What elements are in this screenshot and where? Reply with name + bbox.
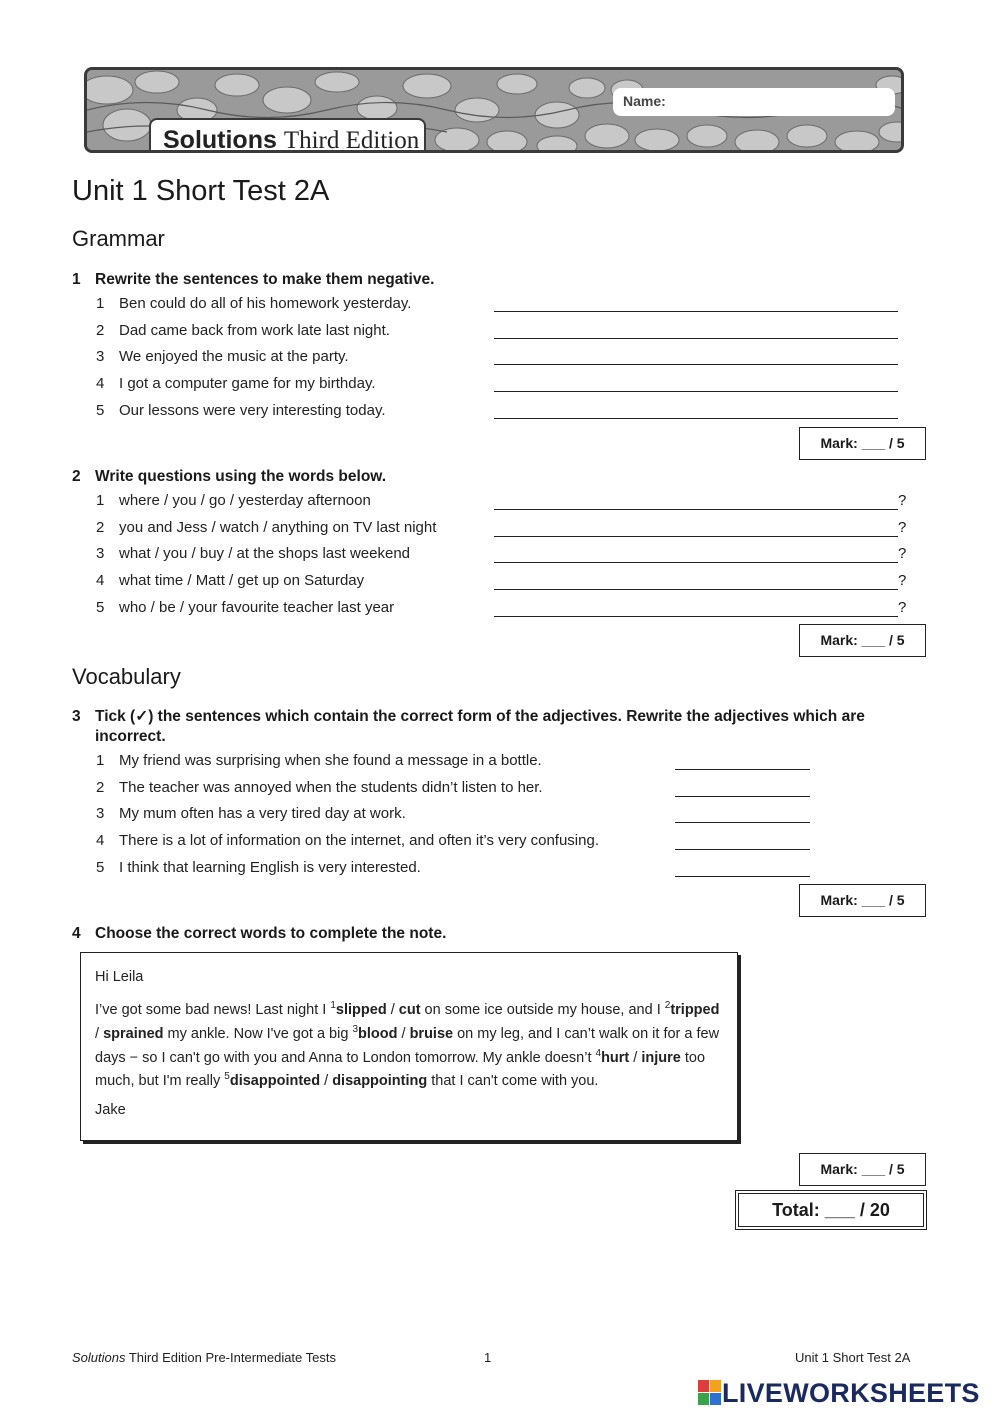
q3-item [96,859,421,876]
q3-item-num: 3 [96,805,105,822]
q3-mark-box: Mark: ___ / 5 [799,884,926,917]
note-text: that I can't come with you. [427,1073,599,1090]
note-text: on my leg, and I can’t walk on it for a few days − so I can't go with you and Anna to London tomorrow. My ankle doesn’t [95,1025,720,1066]
q1-answer-line[interactable] [494,418,898,419]
option-tripped[interactable]: tripped [670,1001,720,1018]
q2-heading [72,467,922,487]
q2-question-mark: ? [898,572,907,589]
q2-item [96,492,371,509]
q1-item [96,402,386,419]
q4-instruction: Choose the correct words to complete the note. [95,925,447,942]
note-body [95,996,723,1091]
q1-answer-line[interactable] [494,364,898,365]
q3-answer-line[interactable] [675,849,810,850]
q1-item [96,348,349,365]
q4-heading [72,924,922,944]
q3-item-num: 5 [96,859,105,876]
note-greeting: Hi Leila [95,969,144,985]
q2-answer-line[interactable] [494,589,898,590]
option-bruise[interactable]: bruise [409,1025,454,1042]
q2-item-num: 4 [96,572,105,589]
q2-mark-box: Mark: ___ / 5 [799,624,926,657]
q1-item-num: 3 [96,348,105,365]
q1-item-num: 5 [96,402,105,419]
q1-item-num: 2 [96,322,105,339]
q1-answer-line[interactable] [494,338,898,339]
note-text: I’ve got some bad news! Last night I [95,1001,331,1018]
q3-item-text: My friend was surprising when she found a message in a bottle. [119,752,542,769]
footer-left-text: Third Edition Pre-Intermediate Tests [125,1350,336,1365]
note-text: on some ice outside my house, and I [420,1001,665,1018]
q3-item [96,752,542,769]
q2-item [96,519,436,536]
q1-item [96,295,411,312]
option-separator: / [629,1049,642,1066]
q1-instruction: Rewrite the sentences to make them negative. [95,271,435,288]
q4-mark-box: Mark: ___ / 5 [799,1153,926,1186]
q3-item-text: The teacher was annoyed when the students didn’t listen to her. [119,779,543,796]
q1-mark-box: Mark: ___ / 5 [799,427,926,460]
q1-answer-line[interactable] [494,391,898,392]
q2-item-num: 1 [96,492,105,509]
q2-item [96,545,410,562]
footer-left [72,1350,336,1365]
q4-number: 4 [72,925,81,942]
q2-item-num: 3 [96,545,105,562]
gap-number: 4 [595,1047,602,1059]
gap-number: 2 [664,1000,671,1011]
option-separator: / [397,1025,410,1042]
q2-item-text: you and Jess / watch / anything on TV last night [119,519,437,536]
q3-item-num: 2 [96,779,105,796]
option-separator: / [95,1025,104,1042]
option-disappointed[interactable]: disappointed [229,1073,321,1090]
q1-item-text: I got a computer game for my birthday. [119,375,376,392]
q2-item-text: who / be / your favourite teacher last year [119,599,395,616]
q1-answer-line[interactable] [494,311,898,312]
q1-item-text: Our lessons were very interesting today. [119,402,386,419]
note-text: my ankle. Now I've got a big [163,1025,353,1042]
q3-answer-line[interactable] [675,822,810,823]
q3-item-num: 4 [96,832,105,849]
section-vocabulary: Vocabulary [72,664,181,689]
option-separator: / [386,1001,399,1018]
q2-item [96,572,364,589]
option-separator: / [320,1073,333,1090]
q1-number: 1 [72,271,81,288]
q3-answer-line[interactable] [675,876,810,877]
q2-item-text: what time / Matt / get up on Saturday [119,572,365,589]
q2-question-mark: ? [898,519,907,536]
q1-item [96,322,390,339]
q2-item-text: what / you / buy / at the shops last weekend [119,545,411,562]
q1-item [96,375,376,392]
q3-item-num: 1 [96,752,105,769]
q3-instruction: Tick (✓) the sentences which contain the correct form of the adjectives. Rewrite the adjectives which are incorrect. [95,708,865,745]
q1-item-text: Ben could do all of his homework yesterday. [119,295,412,312]
q1-item-num: 1 [96,295,105,312]
q3-heading [72,707,922,747]
q2-answer-line[interactable] [494,616,898,617]
q1-item-num: 4 [96,375,105,392]
footer-italic: Solutions [72,1350,126,1365]
option-slipped[interactable]: slipped [335,1001,387,1018]
q3-answer-line[interactable] [675,769,810,770]
q2-item [96,599,394,616]
q3-item-text: There is a lot of information on the internet, and often it’s very confusing. [119,832,599,849]
q2-answer-line[interactable] [494,536,898,537]
option-blood[interactable]: blood [358,1025,398,1042]
gap-number: 3 [352,1023,359,1035]
q2-question-mark: ? [898,492,907,509]
q3-item-text: I think that learning English is very interested. [119,859,421,876]
brand-logo [149,118,426,153]
q2-instruction: Write questions using the words below. [95,468,387,485]
q3-item [96,805,406,822]
brand-bold: Solutions [163,126,277,153]
liveworksheets-watermark: LIVEWORKSHEETS [722,1378,980,1408]
header-banner [84,67,904,153]
q2-item-num: 5 [96,599,105,616]
note-signoff: Jake [95,1102,126,1119]
note-text: too much, but I'm really [95,1049,706,1090]
q3-item [96,832,599,849]
q2-item-num: 2 [96,519,105,536]
q2-item-text: where / you / go / yesterday afternoon [119,492,371,509]
q2-answer-line[interactable] [494,562,898,563]
name-field-label: Name: [613,88,895,116]
q1-item-text: Dad came back from work late last night. [119,322,390,339]
option-hurt[interactable]: hurt [601,1049,630,1066]
q3-item [96,779,543,796]
gap-number: 1 [330,1000,336,1011]
q1-heading [72,270,922,290]
option-cut[interactable]: cut [398,1001,421,1018]
total-box: Total: ___ / 20 [735,1190,927,1230]
q1-item-text: We enjoyed the music at the party. [119,348,349,365]
footer-right: Unit 1 Short Test 2A [795,1350,911,1365]
q3-item-text: My mum often has a very tired day at work. [119,805,406,822]
brand-rest: Third Edition [283,127,420,153]
section-grammar: Grammar [72,226,165,251]
page-title: Unit 1 Short Test 2A [72,175,330,207]
gap-number: 5 [224,1071,230,1083]
q3-answer-line[interactable] [675,796,810,797]
option-disappointing[interactable]: disappointing [332,1073,428,1090]
q2-question-mark: ? [898,545,907,562]
q2-answer-line[interactable] [494,509,898,510]
option-sprained[interactable]: sprained [103,1025,164,1042]
q2-number: 2 [72,468,81,485]
note-box [80,952,738,1141]
q3-number: 3 [72,708,81,725]
q2-question-mark: ? [898,599,907,616]
footer-page-number: 1 [484,1350,492,1365]
option-injure[interactable]: injure [641,1049,681,1066]
